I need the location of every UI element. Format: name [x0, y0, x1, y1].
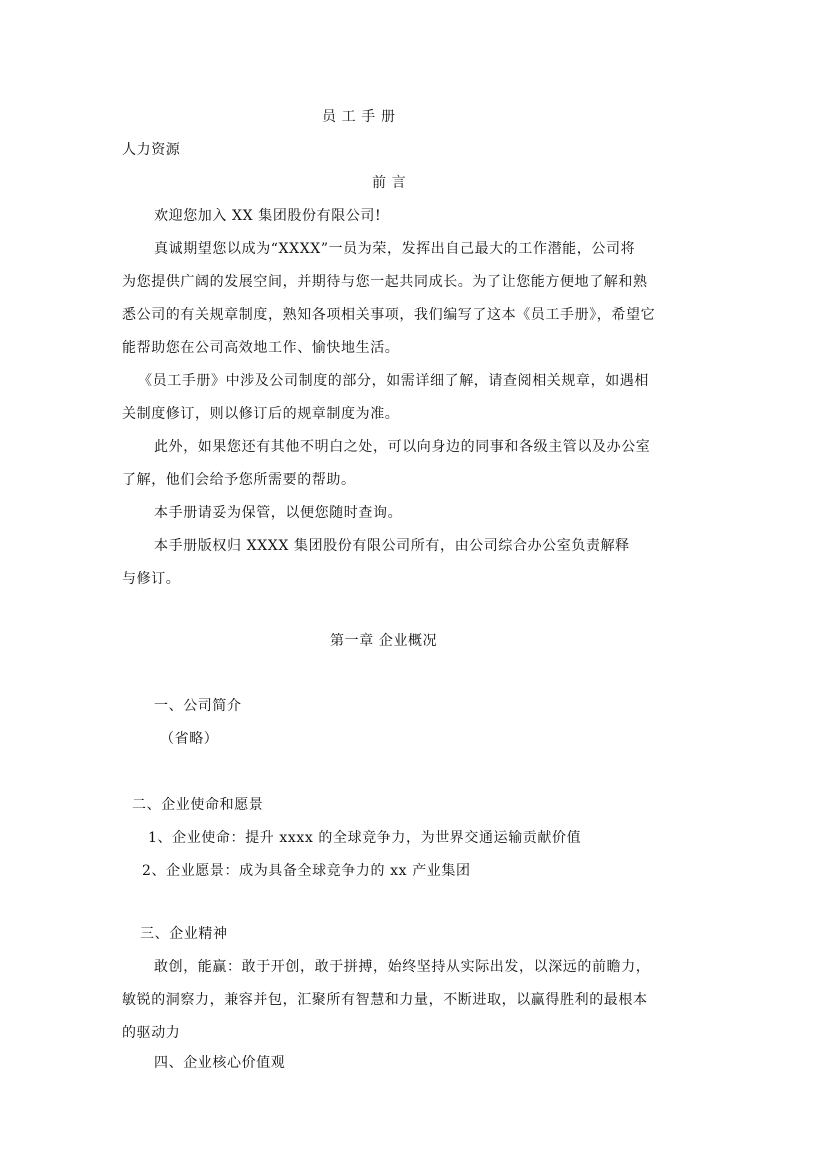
section-body-line: 的驱动力	[122, 1025, 181, 1041]
preface-welcome: 欢迎您加入 XX 集团股份有限公司!	[154, 208, 382, 224]
preface-paragraph-line: 能帮助您在公司高效地工作、愉快地生活。	[122, 340, 400, 356]
preface-paragraph-line: 此外，如果您还有其他不明白之处，可以向身边的同事和各级主管以及办公室	[154, 439, 651, 455]
list-item: 2、企业愿景：成为具备全球竞争力的 xx 产业集团	[142, 863, 471, 879]
preface-paragraph-line: 了解，他们会给予您所需要的帮助。	[122, 472, 356, 488]
document-title: 员 工 手 册	[322, 109, 396, 125]
section-title: 一、公司简介	[154, 698, 242, 714]
list-item: 1、企业使命：提升 xxxx 的全球竞争力，为世界交通运输贡献价值	[148, 830, 582, 846]
department-label: 人力资源	[122, 142, 181, 158]
preface-heading: 前 言	[372, 175, 407, 191]
chapter-heading: 第一章 企业概况	[330, 633, 438, 649]
preface-paragraph-line: 关制度修订，则以修订后的规章制度为准。	[122, 406, 400, 422]
section-title: 四、企业核心价值观	[154, 1055, 286, 1071]
preface-paragraph-line: 真诚期望您以成为“XXXX”一员为荣，发挥出自己最大的工作潜能，公司将	[154, 241, 636, 257]
preface-paragraph-line: 本手册请妥为保管，以便您随时查询。	[154, 505, 403, 521]
preface-paragraph-line: 悉公司的有关规章制度，熟知各项相关事项，我们编写了这本《员工手册》，希望它	[122, 307, 656, 323]
preface-paragraph-line: 与修订。	[122, 571, 181, 587]
section-title: 二、企业使命和愿景	[132, 797, 264, 813]
preface-paragraph-line: 本手册版权归 XXXX 集团股份有限公司所有，由公司综合办公室负责解释	[154, 538, 630, 554]
preface-paragraph-line: 为您提供广阔的发展空间，并期待与您一起共同成长。为了让您能方便地了解和熟	[122, 274, 648, 290]
section-body-line: 敏锐的洞察力，兼容并包，汇聚所有智慧和力量，不断进取，以赢得胜利的最根本	[122, 992, 648, 1008]
section-title: 三、企业精神	[140, 926, 228, 942]
preface-paragraph-line: 《员工手册》中涉及公司制度的部分，如需详细了解，请查阅相关规章，如遇相	[138, 373, 649, 389]
section-body: （省略）	[160, 731, 219, 747]
section-body-line: 敢创，能赢：敢于开创，敢于拼搏，始终坚持从实际出发，以深远的前瞻力，	[154, 959, 651, 975]
